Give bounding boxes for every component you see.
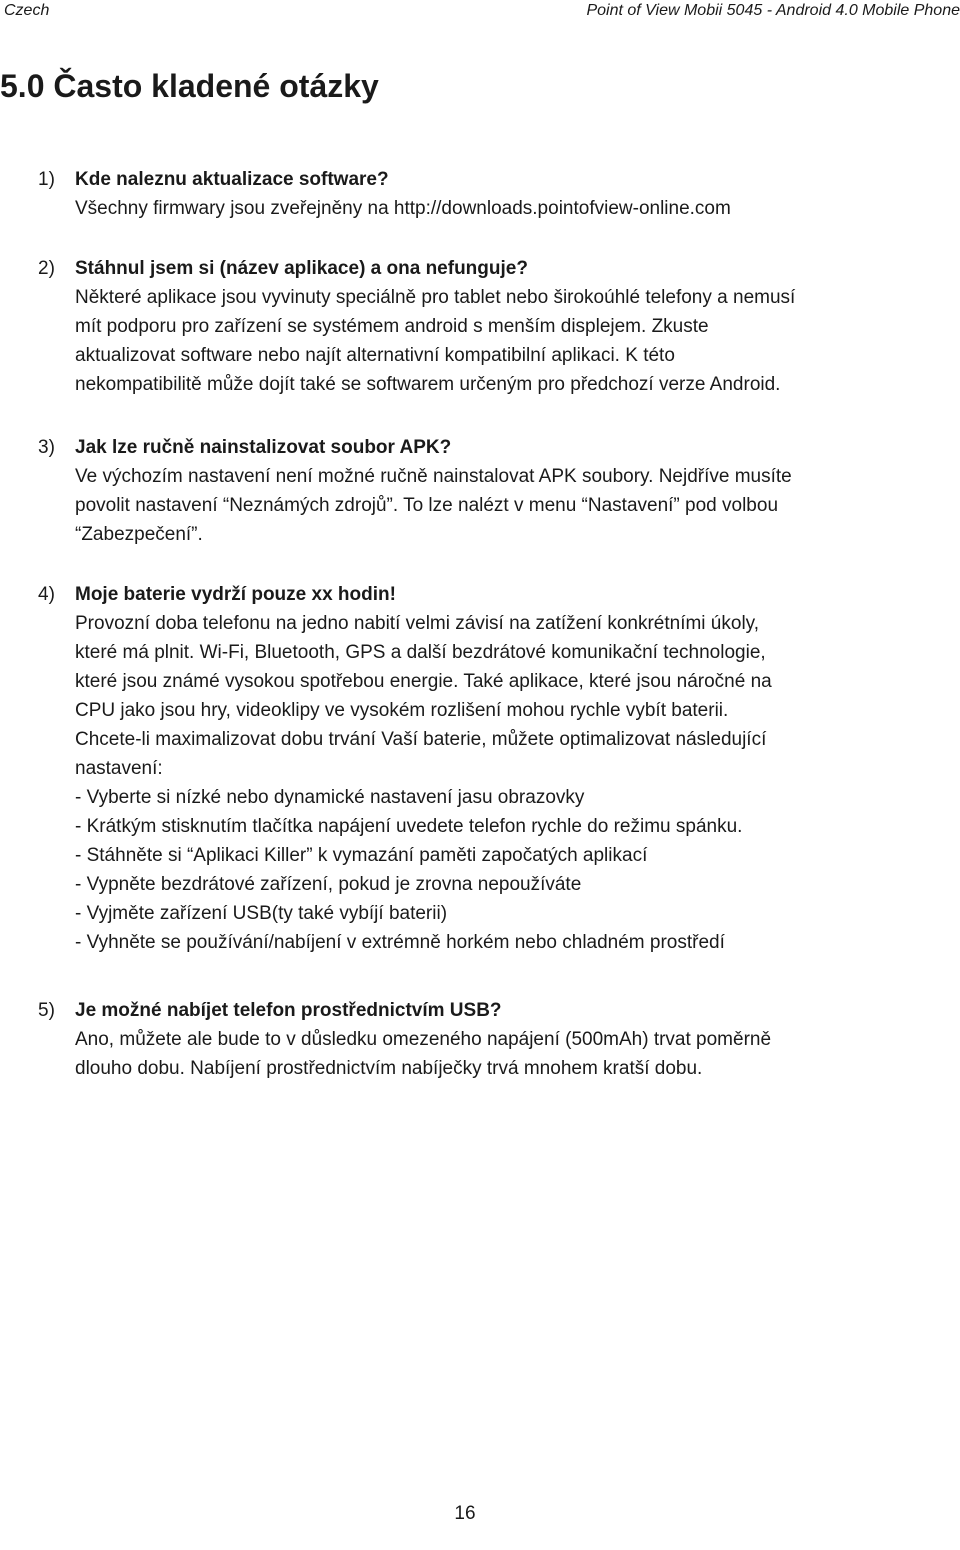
faq-answer-line: - Vypněte bezdrátové zařízení, pokud je zrovna nepoužíváte — [75, 874, 582, 895]
faq-answer-line: dlouho dobu. Nabíjení prostřednictvím nabíječky trvá mnohem kratší dobu. — [75, 1058, 703, 1079]
page-header — [0, 0, 960, 30]
faq-answer-line: Ve výchozím nastavení není možné ručně nainstalovat APK soubory. Nejdříve musíte — [75, 466, 792, 487]
faq-answer-line: CPU jako jsou hry, videoklipy ve vysokém rozlišení mohou rychle vybít baterii. — [75, 700, 729, 721]
faq-number: 4) — [38, 584, 55, 605]
faq-answer — [75, 194, 955, 223]
header-language: Czech — [4, 2, 50, 19]
page-title: 5.0 Často kladené otázky — [0, 68, 379, 104]
faq-answer-line: které jsou známé vysokou spotřebou energie. Také aplikace, které jsou náročné na — [75, 671, 772, 692]
faq-answer-line: - Vyjměte zařízení USB(ty také vybíjí baterii) — [75, 903, 448, 924]
faq-answer-line: Provozní doba telefonu na jedno nabití velmi závisí na zatížení konkrétními úkoly, — [75, 613, 760, 634]
faq-number: 3) — [38, 437, 55, 458]
header-product: Point of View Mobii 5045 - Android 4.0 Mobile Phone — [586, 2, 960, 19]
faq-question: Stáhnul jsem si (název aplikace) a ona nefunguje? — [75, 258, 528, 279]
faq-answer-line: - Krátkým stisknutím tlačítka napájení uvedete telefon rychle do režimu spánku. — [75, 816, 743, 837]
faq-answer-line: - Stáhněte si “Aplikaci Killer” k vymazání paměti započatých aplikací — [75, 845, 648, 866]
faq-answer-line: které má plnit. Wi-Fi, Bluetooth, GPS a další bezdrátové komunikační technologie, — [75, 642, 766, 663]
faq-answer-line: povolit nastavení “Neznámých zdrojů”. To lze nalézt v menu “Nastavení” pod volbou — [75, 495, 779, 516]
faq-question: Jak lze ručně nainstalizovat soubor APK? — [75, 437, 452, 458]
faq-answer-line: nastavení: — [75, 758, 163, 779]
faq-answer-line: mít podporu pro zařízení se systémem android s menším displejem. Zkuste — [75, 316, 709, 337]
faq-answer-line: Chcete-li maximalizovat dobu trvání Vaší baterie, můžete optimalizovat následující — [75, 729, 767, 750]
faq-answer-line: Ano, můžete ale bude to v důsledku omezeného napájení (500mAh) trvat poměrně — [75, 1029, 772, 1050]
page-number: 16 — [454, 1503, 476, 1524]
faq-answer — [75, 462, 955, 549]
faq-answer-line: Některé aplikace jsou vyvinuty speciálně pro tablet nebo širokoúhlé telefony a nemusí — [75, 287, 796, 308]
faq-question: Je možné nabíjet telefon prostřednictvím USB? — [75, 1000, 502, 1021]
faq-answer-line: Všechny firmwary jsou zveřejněny na http://downloads.pointofview-online.com — [75, 198, 731, 219]
faq-answer-line: - Vyberte si nízké nebo dynamické nastavení jasu obrazovky — [75, 787, 585, 808]
faq-number: 2) — [38, 258, 55, 279]
faq-answer — [75, 609, 955, 957]
faq-question: Moje baterie vydrží pouze xx hodin! — [75, 584, 396, 605]
faq-number: 5) — [38, 1000, 55, 1021]
faq-answer-line: aktualizovat software nebo najít alternativní kompatibilní aplikaci. K této — [75, 345, 675, 366]
faq-answer — [75, 283, 955, 399]
faq-question: Kde naleznu aktualizace software? — [75, 169, 389, 190]
faq-answer — [75, 1025, 955, 1083]
faq-answer-line: nekompatibilitě může dojít také se softwarem určeným pro předchozí verze Android. — [75, 374, 781, 395]
faq-number: 1) — [38, 169, 55, 190]
faq-answer-line: - Vyhněte se používání/nabíjení v extrémně horkém nebo chladném prostředí — [75, 932, 725, 953]
faq-answer-line: “Zabezpečení”. — [75, 524, 203, 545]
